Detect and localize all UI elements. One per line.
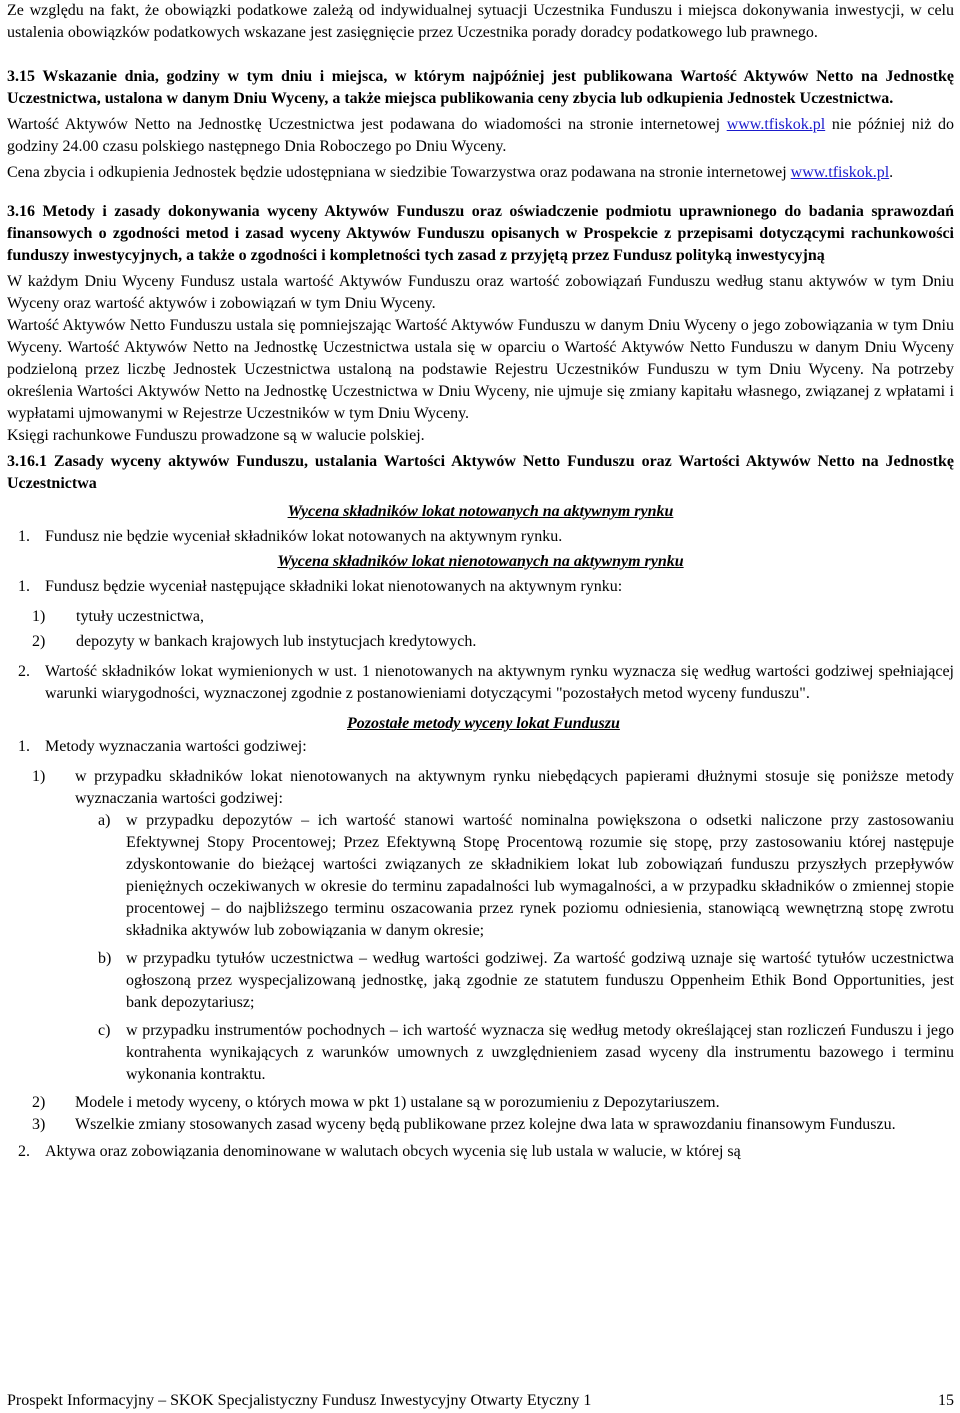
list-item: 2) Modele i metody wyceny, o których mowa w pkt 1) ustalane są w porozumieniu z Depozytariuszem. bbox=[32, 1094, 720, 1111]
subheading-nienotowane: Wycena składników lokat nienotowanych na aktywnym rynku bbox=[277, 553, 684, 570]
page-footer bbox=[7, 1391, 954, 1411]
section-3-15-paragraph-1: Wartość Aktywów Netto na Jednostkę Uczestnictwa jest podawana do wiadomości na stronie internetowej www.tfiskok.pl nie później niż do godziny 24.00 czasu polskiego następnego Dnia Roboczego po Dniu Wyceny. bbox=[7, 116, 955, 155]
document-page bbox=[7, 0, 954, 1163]
section-3-15-heading: 3.15 Wskazanie dnia, godziny w tym dniu i miejsca, w którym najpóźniej jest publikowana Wartość Aktywów Netto na Jednostkę Uczestnictwa, ustalona w danym Dniu Wyceny, a także miejsca publikowania ceny zbycia lub odkupienia Jednostek Uczestnictwa. bbox=[7, 68, 954, 107]
section-3-15-paragraph-2: Cena zbycia i odkupienia Jednostek będzie udostępniana w siedzibie Towarzystwa oraz podawana na stronie internetowej www.tfiskok.pl. bbox=[7, 164, 894, 181]
page-number: 15 bbox=[938, 1392, 954, 1409]
intro-paragraph: Ze względu na fakt, że obowiązki podatkowe zależą od indywidualnej sytuacji Uczestnika Funduszu i miejsca dokonywania inwestycji, w celu ustalenia obowiązków podatkowych wskazane jest zasięgnięcie przez Uczestnika porady doradcy podatkowego lub prawnego. bbox=[7, 2, 954, 41]
section-3-16-heading: 3.16 Metody i zasady dokonywania wyceny Aktywów Funduszu oraz oświadczenie podmiotu uprawnionego do badania sprawozdań finansowych o zgodności metod i zasad wyceny Aktywów Funduszu opisanych w Prospekcie z przepisami dotyczącymi rachunkowości funduszy inwestycyjnych, a także o zgodności i kompletności tych zasad z przyjętą przez Fundusz polityką inwestycyjną bbox=[7, 203, 954, 264]
tfiskok-link-2[interactable]: www.tfiskok.pl bbox=[790, 164, 890, 181]
section-3-16-1-heading: 3.16.1 Zasady wyceny aktywów Funduszu, ustalania Wartości Aktywów Netto Funduszu oraz Wartości Aktywów Netto na Jednostkę Uczestnictwa bbox=[7, 453, 954, 492]
section-3-16-paragraph-3: Księgi rachunkowe Funduszu prowadzone są w walucie polskiej. bbox=[7, 427, 425, 444]
list-item: 3) Wszelkie zmiany stosowanych zasad wyceny będą publikowane przez kolejne dwa lata w sprawozdaniu finansowym Funduszu. bbox=[32, 1116, 896, 1133]
list-item: 1) tytuły uczestnictwa, bbox=[32, 608, 204, 625]
subheading-notowane: Wycena składników lokat notowanych na aktywnym rynku bbox=[287, 503, 674, 520]
list-item: 1. Metody wyznaczania wartości godziwej: bbox=[18, 738, 307, 755]
subheading-pozostale: Pozostałe metody wyceny lokat Funduszu bbox=[347, 715, 620, 732]
list-item: 2. Aktywa oraz zobowiązania denominowane w walutach obcych wycenia się lub ustala w walucie, w której są bbox=[18, 1143, 741, 1160]
section-3-16-paragraph-1: W każdym Dniu Wyceny Fundusz ustala wartość Aktywów Funduszu oraz wartość zobowiązań Funduszu według stanu aktywów w tym Dniu Wyceny oraz wartość aktywów i zobowiązań w tym Dniu Wyceny. bbox=[7, 273, 954, 312]
footer-title: Prospekt Informacyjny – SKOK Specjalistyczny Fundusz Inwestycyjny Otwarty Etyczny 1 bbox=[7, 1392, 592, 1409]
list-item: 2. Wartość składników lokat wymienionych w ust. 1 nienotowanych na aktywnym rynku wyznacza się według wartości godziwej spełniającej warunki wiarygodności, wyznaczonej zgodnie z postanowieniami dotyczącymi "pozostałych metod wyceny funduszu". bbox=[18, 663, 954, 702]
section-3-16-paragraph-2: Wartość Aktywów Netto Funduszu ustala się pomniejszając Wartość Aktywów Funduszu w danym Dniu Wyceny o jego zobowiązania w tym Dniu Wyceny. Wartość Aktywów Netto na Jednostkę Uczestnictwa ustala się w oparciu o Wartość Aktywów Netto Funduszu w danym Dniu Wyceny podzieloną przez liczbę Jednostek Uczestnictwa ustaloną na podstawie Rejestru Uczestników Funduszu w tym Dniu Wyceny. Na potrzeby określenia Wartości Aktywów Netto na Jednostkę Uczestnictwa w Dniu Wyceny, nie ujmuje się zmiany kapitału własnego, związanej z wpłatami i wypłatami ujmowanymi w Rejestrze Uczestników w tym Dniu Wyceny. bbox=[7, 317, 954, 422]
list-item: 1. Fundusz będzie wyceniał następujące składniki lokat nienotowanych na aktywnym rynku: bbox=[18, 578, 623, 595]
tfiskok-link-1[interactable]: www.tfiskok.pl bbox=[726, 116, 826, 133]
list-item: a) w przypadku depozytów – ich wartość stanowi wartość nominalna powiększona o odsetki naliczone przy zastosowaniu Efektywnej Stopy Procentowej; Przez Efektywną Stopę Procentową rozumie się stopę, przy zastosowaniu której następuje zdyskontowanie do bieżącej wartości związanych ze składnikiem lokat lub zobowiązań funduszu przyszłych przepływów pieniężnych oczekiwanych w okresie do terminu zapadalności lub wymagalności, a w przypadku składników o zmiennej stopie procentowej – do najbliższego terminu oszacowania przez rynek poziomu odniesienia, stanowiącą wewnętrzną stopę zwrotu składnika aktywów lub zobowiązania w danym okresie; bbox=[98, 812, 954, 939]
list-item: b) w przypadku tytułów uczestnictwa – według wartości godziwej. Za wartość godziwą uznaje się wartość tytułów uczestnictwa ogłoszoną przez wyspecjalizowaną jednostkę, jaką zgodnie ze statutem funduszu Oppenheim Ethik Bond Opportunities, jest bank depozytariusz; bbox=[98, 950, 954, 1011]
list-item: 1) w przypadku składników lokat nienotowanych na aktywnym rynku niebędących papierami dłużnymi stosuje się poniższe metody wyznaczania wartości godziwej: bbox=[32, 768, 954, 807]
list-item: 1. Fundusz nie będzie wyceniał składników lokat notowanych na aktywnym rynku. bbox=[18, 528, 563, 545]
list-item: 2) depozyty w bankach krajowych lub instytucjach kredytowych. bbox=[32, 633, 477, 650]
list-item: c) w przypadku instrumentów pochodnych – ich wartość wyznacza się według metody określającej stan rozliczeń Funduszu i jego kontrahenta wynikających z warunków umownych z uwzględnieniem zasad wyceny dla instrumentu bazowego i terminu wykonania kontraktu. bbox=[98, 1022, 954, 1083]
